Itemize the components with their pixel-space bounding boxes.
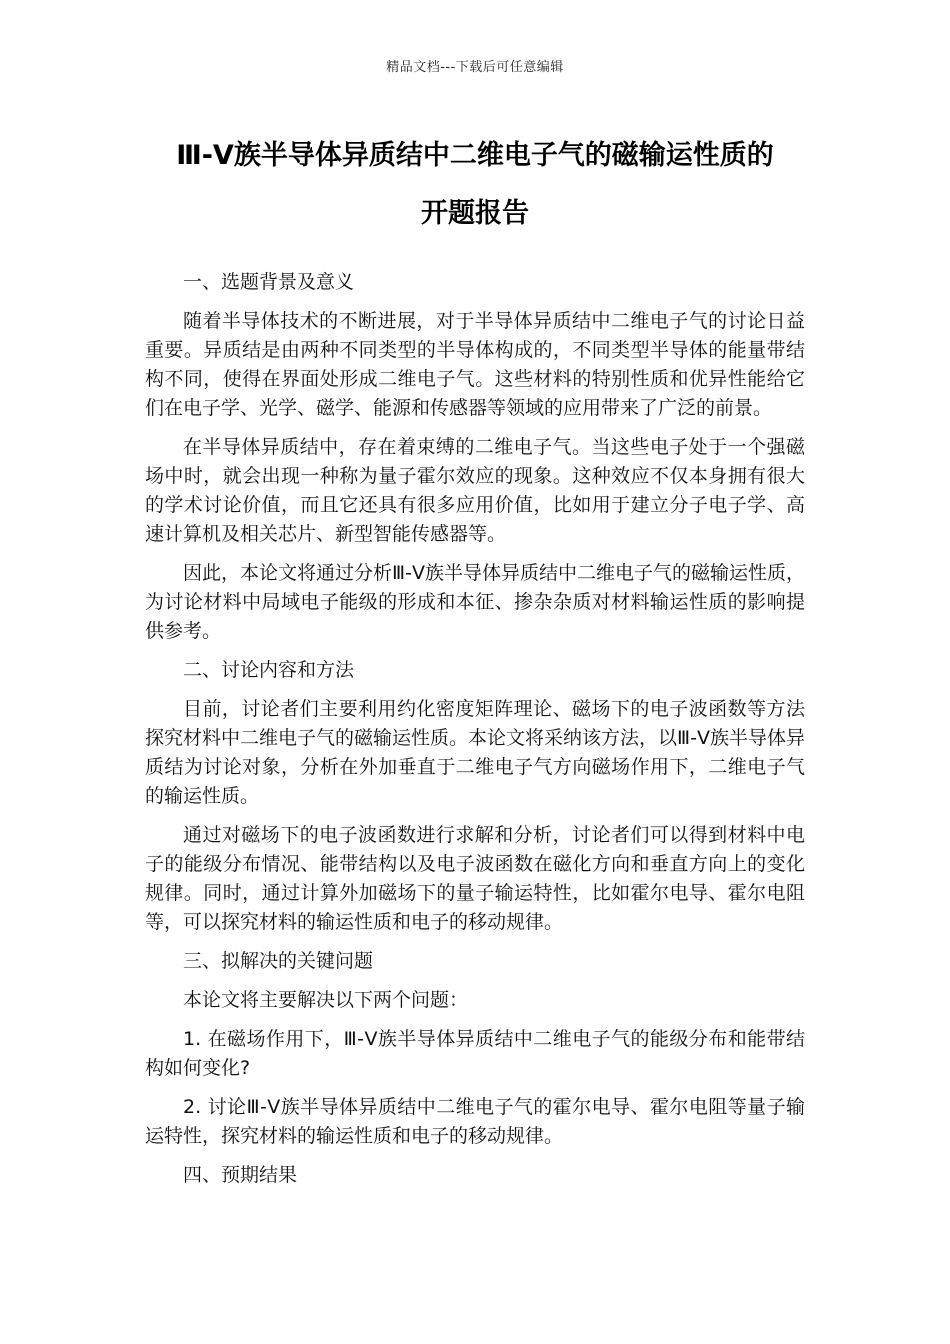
section-heading-1: 一、选题背景及意义 — [183, 271, 355, 293]
paragraph: 本论文将主要解决以下两个问题： — [183, 989, 469, 1011]
document-title-line-1: Ⅲ-Ⅴ族半导体异质结中二维电子气的磁输运性质的 — [176, 140, 774, 171]
section-heading-3: 三、拟解决的关键问题 — [183, 950, 374, 972]
section-heading-4: 四、预期结果 — [183, 1164, 298, 1186]
header-note: 精品文档---下载后可任意编辑 — [386, 60, 564, 75]
paragraph: 随着半导体技术的不断进展，对于半导体异质结中二维电子气的讨论日益重要。异质结是由两种不同类型的半导体构成的，不同类型半导体的能量带结构不同，使得在界面处形成二维电子气。这些材料的特别性质和优异性能给它们在电子学、光学、磁学、能源和传感器等领域的应用带来了广泛的前景。 — [145, 310, 805, 419]
paragraph: 目前，讨论者们主要利用约化密度矩阵理论、磁场下的电子波函数等方法探究材料中二维电子气的磁输运性质。本论文将采纳该方法，以Ⅲ-Ⅴ族半导体异质结为讨论对象，分析在外加垂直于二维电子气方向磁场作用下，二维电子气的输运性质。 — [145, 698, 805, 807]
document-title-line-2: 开题报告 — [421, 198, 529, 229]
section-heading-2: 二、讨论内容和方法 — [183, 659, 355, 681]
list-item: 1. 在磁场作用下，Ⅲ-Ⅴ族半导体异质结中二维电子气的能级分布和能带结构如何变化? — [145, 1028, 805, 1079]
document-body — [145, 268, 805, 1200]
paragraph: 在半导体异质结中，存在着束缚的二维电子气。当这些电子处于一个强磁场中时，就会出现一种称为量子霍尔效应的现象。这种效应不仅本身拥有很大的学术讨论价值，而且它还具有很多应用价值，比如用于建立分子电子学、高速计算机及相关芯片、新型智能传感器等。 — [145, 436, 805, 545]
list-item: 2. 讨论Ⅲ-Ⅴ族半导体异质结中二维电子气的霍尔电导、霍尔电阻等量子输运特性，探究材料的输运性质和电子的移动规律。 — [145, 1096, 805, 1147]
paragraph: 通过对磁场下的电子波函数进行求解和分析，讨论者们可以得到材料中电子的能级分布情况、能带结构以及电子波函数在磁化方向和垂直方向上的变化规律。同时，通过计算外加磁场下的量子输运特性，比如霍尔电导、霍尔电阻等，可以探究材料的输运性质和电子的移动规律。 — [145, 824, 805, 933]
paragraph: 因此，本论文将通过分析Ⅲ-Ⅴ族半导体异质结中二维电子气的磁输运性质，为讨论材料中局域电子能级的形成和本征、掺杂杂质对材料输运性质的影响提供参考。 — [145, 562, 805, 642]
